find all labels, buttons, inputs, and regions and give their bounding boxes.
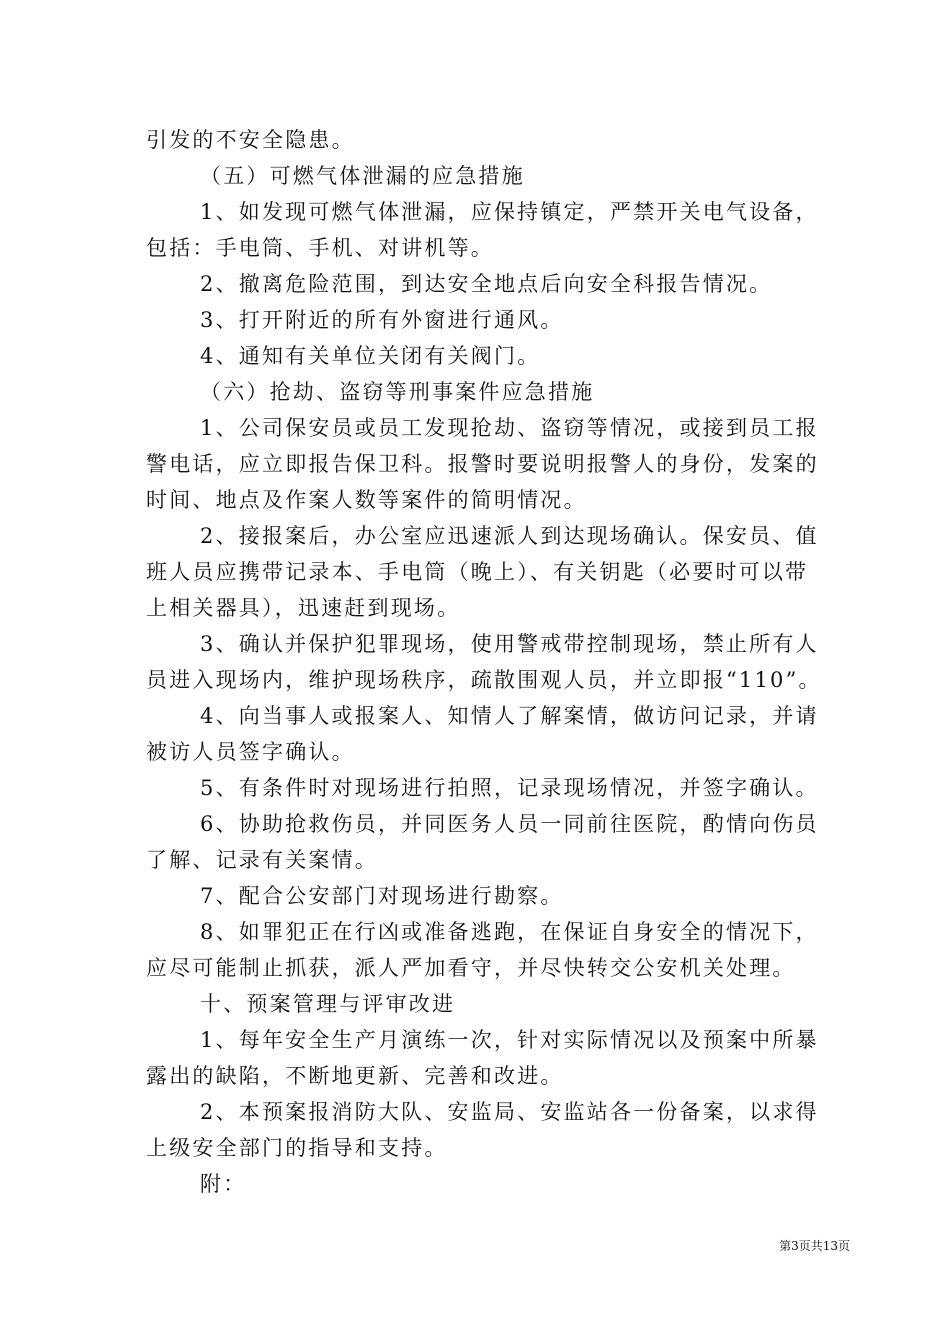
text-line: 7、配合公安部门对现场进行勘察。 <box>200 884 564 908</box>
text-line: 2、撤离危险范围，到达安全地点后向安全科报告情况。 <box>200 272 773 296</box>
text-line: 2、接报案后，办公室应迅速派人到达现场确认。保安员、值 <box>200 524 819 548</box>
text-line: 3、确认并保护犯罪现场，使用警戒带控制现场，禁止所有人 <box>200 632 819 656</box>
page-number: 第3页共13页 <box>779 1239 850 1253</box>
text-line: 1、公司保安员或员工发现抢劫、盗窃等情况，或接到员工报 <box>200 416 819 440</box>
text-line: 班人员应携带记录本、手电筒（晚上）、有关钥匙（必要时可以带 <box>146 560 809 584</box>
text-line: 员进入现场内，维护现场秩序，疏散围观人员，并立即报“110”。 <box>146 668 822 692</box>
text-line: 3、打开附近的所有外窗进行通风。 <box>200 308 564 332</box>
text-line: 时间、地点及作案人数等案件的简明情况。 <box>146 488 587 512</box>
text-line: 1、如发现可燃气体泄漏，应保持镇定，严禁开关电气设备， <box>200 200 819 224</box>
text-line: 8、如罪犯正在行凶或准备逃跑，在保证自身安全的情况下， <box>200 920 819 944</box>
text-line: 上相关器具），迅速赶到现场。 <box>146 596 461 620</box>
text-line: 包括：手电筒、手机、对讲机等。 <box>146 236 494 260</box>
text-line: 警电话，应立即报告保卫科。报警时要说明报警人的身份，发案的 <box>146 452 819 476</box>
text-line: 被访人员签字确认。 <box>146 740 355 764</box>
section-heading: 十、预案管理与评审改进 <box>200 992 456 1016</box>
text-line: 露出的缺陷，不断地更新、完善和改进。 <box>146 1064 564 1088</box>
text-line: 4、向当事人或报案人、知情人了解案情，做访问记录，并请 <box>200 704 819 728</box>
text-line: 6、协助抢救伤员，并同医务人员一同前往医院，酌情向伤员 <box>200 812 819 836</box>
text-line: 上级安全部门的指导和支持。 <box>146 1136 448 1160</box>
text-line: 1、每年安全生产月演练一次，针对实际情况以及预案中所暴 <box>200 1028 819 1052</box>
text-line: 5、有条件时对现场进行拍照，记录现场情况，并签字确认。 <box>200 776 819 800</box>
text-line: 了解、记录有关案情。 <box>146 848 378 872</box>
text-line: 附： <box>200 1172 247 1196</box>
text-line: 2、本预案报消防大队、安监局、安监站各一份备案，以求得 <box>200 1100 819 1124</box>
section-heading: （六）抢劫、盗窃等刑事案件应急措施 <box>200 380 595 404</box>
text-line: 4、通知有关单位关闭有关阀门。 <box>200 344 541 368</box>
text-line: 引发的不安全隐患。 <box>146 128 355 152</box>
section-heading: （五）可燃气体泄漏的应急措施 <box>200 164 525 188</box>
text-line: 应尽可能制止抓获，派人严加看守，并尽快转交公安机关处理。 <box>146 956 796 980</box>
